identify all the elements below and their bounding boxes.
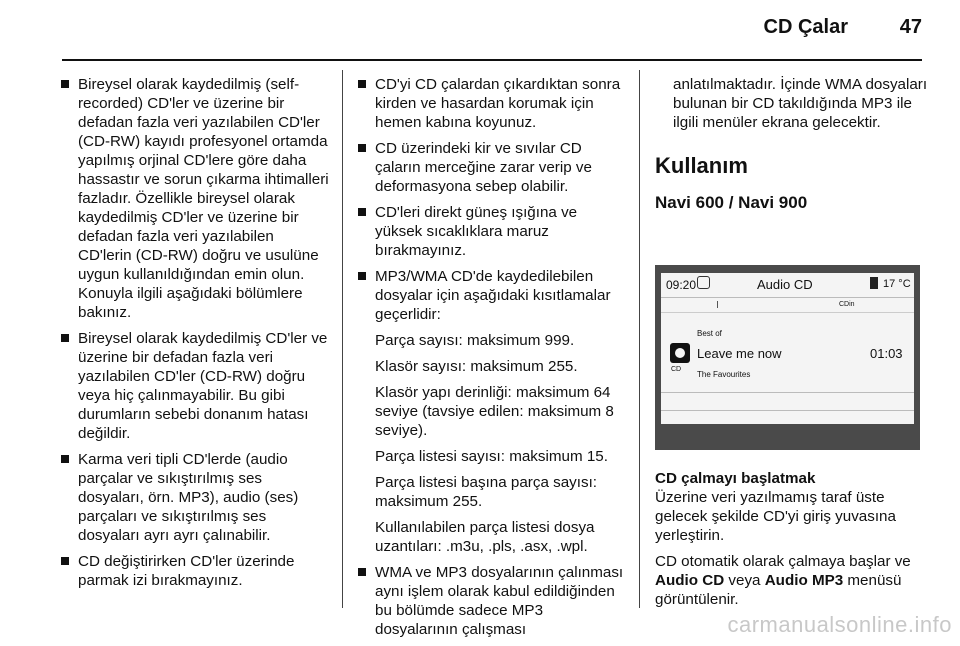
text-run: menüsü görüntülenir. (655, 572, 902, 608)
limit-item: Klasör sayısı: maksimum 255. (375, 358, 578, 375)
bullet-item (357, 267, 627, 324)
instruction-text: Üzerine veri yazılmamış taraf üste gelecek şekilde CD'yi giriş yuvasına yerleştirin. (655, 489, 896, 544)
screen-album: The Favourites (697, 370, 751, 379)
screen-divider (661, 392, 914, 393)
column-1 (60, 75, 330, 597)
column-2 (357, 75, 627, 646)
phone-icon (870, 277, 878, 289)
instruction-text (655, 552, 930, 609)
bullet-item (357, 75, 627, 132)
bullet-square-icon (61, 334, 69, 342)
bullet-text: CD'yi CD çalardan çıkardıktan sonra kirden ve hasardan korumak için hemen kabına koyunuz. (375, 76, 621, 131)
bullet-item (60, 75, 330, 322)
header-rule (62, 59, 922, 61)
bullet-square-icon (61, 455, 69, 463)
bullet-square-icon (358, 80, 366, 88)
screen-duration: 01:03 (870, 346, 903, 361)
sync-icon (697, 276, 710, 289)
screen-time: 09:20 (666, 278, 697, 292)
bullet-square-icon (61, 80, 69, 88)
bullet-text: MP3/WMA CD'de kaydedilebilen dosyalar için aşağıdaki kısıtlamalar geçerlidir: (375, 268, 611, 323)
bullet-text: Bireysel olarak kaydedilmiş (self-recorded) CD'ler ve üzerine bir defadan fazla veri yazılabilen CD'ler (CD-RW) kayıdı profesyonel ortamda yapılmış orjinal CD'lere göre daha hassastır ve sorun çıkarma ihtimalleri fazladır. Özellikle bireysel olarak kaydedilmiş CD'ler ve üzerine bir defadan fazla veri yazılabilen CD'lerin (CD-RW) doğru ve usulüne uygun kullanıldığından emin olun. Konuyla ilgili aşağıdaki bölümlere bakınız. (78, 76, 329, 321)
column-3 (655, 75, 930, 212)
bullet-text: Bireysel olarak kaydedilmiş CD'ler ve üzerine bir defadan fazla veri yazılabilen CD'ler (CD-RW) doğru veya hiç çalınmayabilir. Bu gibi durumların sebebi donanım hatası değildir. (78, 330, 328, 442)
screen-source: CDin (839, 301, 855, 308)
column-divider-2 (639, 70, 640, 608)
screen-source-bar (661, 298, 914, 313)
bullet-square-icon (358, 144, 366, 152)
column-divider-1 (342, 70, 343, 608)
screen-display (661, 273, 914, 424)
screen-track: Leave me now (697, 346, 782, 361)
menu-name: Audio MP3 (764, 572, 844, 589)
bullet-text: WMA ve MP3 dosyalarının çalınması aynı işlem olarak kabul edildiğinden bu bölümde sadece MP3 dosyalarının çalışması (375, 564, 624, 638)
bullet-text: CD değiştirirken CD'ler üzerinde parmak izi bırakmayınız. (78, 553, 295, 589)
screen-divider (661, 410, 914, 411)
column-3-lower (655, 469, 930, 616)
continuation-text: anlatılmaktadır. İçinde WMA dosyaları bulunan bir CD takıldığında MP3 ile ilgili menüler ekrana gelecektir. (673, 76, 928, 131)
bullet-text: Karma veri tipli CD'lerde (audio parçalar ve sıkıştırılmış ses dosyaları, örn. MP3), audio (ses) parçaları ve sıkıştırılmış ses dosyaları ayrı ayrı çalınabilir. (78, 451, 299, 544)
bullet-item (357, 139, 627, 196)
section-heading: Kullanım (655, 153, 748, 178)
screen-playlist-label: Best of (697, 329, 722, 338)
bullet-text: CD üzerindeki kir ve sıvılar CD çaların merceğine zarar verip ve deformasyona sebep olabilir. (375, 140, 592, 195)
limit-item: Klasör yapı derinliği: maksimum 64 seviye (tavsiye edilen: maksimum 8 seviye). (375, 384, 614, 439)
section-subheading: Navi 600 / Navi 900 (655, 193, 808, 212)
marker-icon (717, 301, 718, 308)
screen-temperature: 17 °C (883, 278, 911, 290)
bullet-item (357, 563, 627, 639)
cd-disc-icon (670, 343, 690, 363)
bullet-square-icon (358, 272, 366, 280)
watermark: carmanualsonline.info (727, 612, 952, 637)
bullet-item (60, 329, 330, 443)
screen-title: Audio CD (757, 277, 813, 292)
screen-disc-label: CD (671, 366, 682, 373)
limit-item: Parça sayısı: maksimum 999. (375, 332, 575, 349)
bullet-square-icon (358, 208, 366, 216)
text-run: veya (724, 572, 765, 589)
screen-status-bar (661, 273, 914, 298)
limit-item: Kullanılabilen parça listesi dosya uzantıları: .m3u, .pls, .asx, .wpl. (375, 519, 595, 555)
bullet-square-icon (358, 568, 366, 576)
limit-item: Parça listesi sayısı: maksimum 15. (375, 448, 608, 465)
instruction-title: CD çalmayı başlatmak (655, 470, 816, 487)
bullet-square-icon (61, 557, 69, 565)
bullet-item (357, 203, 627, 260)
menu-name: Audio CD (655, 572, 725, 589)
page-title: CD Çalar (763, 16, 848, 38)
text-run: CD otomatik olarak çalmaya başlar ve (655, 553, 911, 570)
bullet-item (60, 450, 330, 545)
navi-screen-illustration (655, 265, 920, 450)
page-number: 47 (899, 16, 922, 38)
bullet-text: CD'leri direkt güneş ışığına ve yüksek sıcaklıklara maruz bırakmayınız. (375, 204, 578, 259)
limit-item: Parça listesi başına parça sayısı: maksimum 255. (375, 474, 598, 510)
bullet-item (60, 552, 330, 590)
